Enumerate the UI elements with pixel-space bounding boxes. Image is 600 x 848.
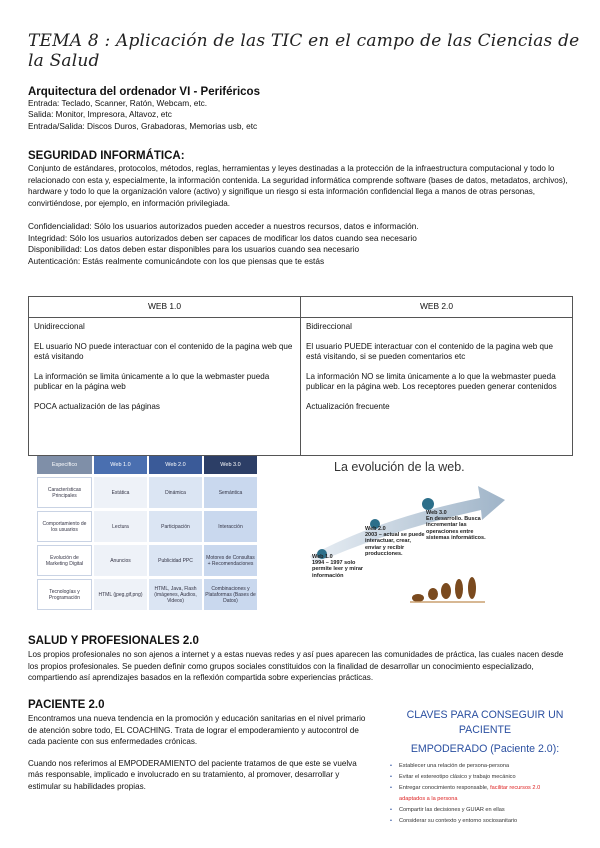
claves-item: • Considerar su contexto y entorno sociosanitario bbox=[399, 816, 585, 827]
salud-heading: SALUD Y PROFESIONALES 2.0 bbox=[28, 635, 199, 647]
web1-item: EL usuario NO puede interactuar con el contenido de la pagina web que está visitando bbox=[34, 341, 293, 361]
paciente-section bbox=[28, 699, 373, 793]
web-evolution-image bbox=[300, 458, 545, 608]
claves-item: • Evitar el estereotipo clásico y trabajo mecánico bbox=[399, 772, 585, 783]
web1-item: Unidireccional bbox=[34, 322, 85, 331]
claves-image bbox=[385, 708, 585, 828]
seguridad-line: Confidencialidad: Sólo los usuarios autorizados pueden acceder a nuestros recursos, datos e información. bbox=[28, 221, 419, 232]
seguridad-section bbox=[28, 150, 570, 267]
cmp-cell: Tecnologías y Programación bbox=[37, 579, 92, 610]
evolution-label-web3-text: En desarrollo. Busca incrementar las operaciones entre sistemas informáticos. bbox=[426, 516, 486, 541]
salud-text: Los propios profesionales no son ajenos a internet y a estas nuevas redes y así pues aparecen las comunidades de práctica, las cuales nacen desde los propios profesionales. Se pueden definir como grupos sociales constituidos con la finalidad de desarrollar un conocimiento especializado, compartiendo así aprendizajes basados en la reflexión compartida sobre experiencias prácticas. bbox=[28, 650, 564, 683]
claves-item-highlight: facilitar recursos 2.0 bbox=[490, 785, 541, 791]
seguridad-text: Conjunto de estándares, protocolos, métodos, reglas, herramientas y leyes destinadas a la protección de la infraestructura computacional y todo lo relacionado con esta y, especialmente, la información contenida. La seguridad informática comprende software (bases de datos, metadatos, archivos), hardware y todo lo que la organización valore (activo) y signifique un riesgo si esta información confidencial llega a manos de otras personas, convirtiéndose, por ejemplo, en información privilegiada. bbox=[28, 164, 568, 208]
web1-item: POCA actualización de las páginas bbox=[34, 401, 160, 411]
claves-item-highlight-cont: adaptados a la persona bbox=[399, 796, 458, 802]
evolution-label-web1 bbox=[312, 554, 372, 579]
web2-header: WEB 2.0 bbox=[301, 297, 573, 318]
arquitectura-line: Salida: Monitor, Impresora, Altavoz, etc bbox=[28, 109, 172, 120]
arquitectura-section bbox=[28, 86, 568, 132]
web2-item: Actualización frecuente bbox=[306, 401, 390, 411]
cmp-cell: Motores de Consultas + Recomendaciones bbox=[204, 545, 257, 576]
cmp-cell: HTML (jpeg,gif,png) bbox=[94, 579, 147, 610]
web1-cell bbox=[29, 318, 301, 456]
web1-header: WEB 1.0 bbox=[29, 297, 301, 318]
evolution-label-web2 bbox=[365, 526, 427, 557]
cmp-cell: Combinaciones y Plataformas (Bases de Datos) bbox=[204, 579, 257, 610]
arquitectura-line: Entrada/Salida: Discos Duros, Grabadoras, Memorias usb, etc bbox=[28, 120, 258, 131]
arquitectura-heading: Arquitectura del ordenador VI - Periféricos bbox=[28, 86, 260, 98]
cmp-cell: Participación bbox=[149, 511, 202, 542]
evolution-label-web2-name: Web 2.0 bbox=[365, 526, 386, 532]
cmp-cell: Semántica bbox=[204, 477, 257, 508]
web2-item: El usuario PUEDE interactuar con el contenido de la pagina web que está visitando, si se pueden comentarios etc bbox=[306, 341, 554, 361]
claves-item: • Compartir las decisiones y GUIAR en ellas bbox=[399, 805, 585, 816]
claves-title-line1: CLAVES PARA CONSEGUIR UN PACIENTE bbox=[406, 709, 564, 736]
arquitectura-line: Entrada: Teclado, Scanner, Ratón, Webcam, etc. bbox=[28, 98, 208, 108]
web2-item: Bidireccional bbox=[306, 322, 352, 331]
cmp-cell: Lectura bbox=[94, 511, 147, 542]
seguridad-line: Integridad: Sólo los usuarios autorizados deben ser capaces de modificar los datos cuando sea necesario bbox=[28, 232, 417, 243]
web1-item: La información se limita únicamente a lo que la webmaster pueda publicar en la página web bbox=[34, 371, 270, 391]
salud-section bbox=[28, 635, 573, 684]
cmp-cell: Dinámica bbox=[149, 477, 202, 508]
claves-title-line2: EMPODERADO (Paciente 2.0): bbox=[410, 743, 560, 755]
cmp-header: Específico bbox=[37, 456, 92, 474]
web-comparison-image bbox=[37, 456, 257, 610]
cmp-header: Web 1.0 bbox=[94, 456, 147, 474]
claves-item: • Establecer una relación de persona-persona bbox=[399, 761, 585, 772]
cmp-cell: Anuncios bbox=[94, 545, 147, 576]
evolution-label-web1-name: Web 1.0 bbox=[312, 554, 333, 560]
seguridad-line: Disponibilidad: Los datos deben estar disponibles para los usuarios cuando sea necesario bbox=[28, 244, 360, 255]
web2-cell bbox=[301, 318, 573, 456]
seguridad-line: Autenticación: Estás realmente comunicándote con los que piensas que te estás bbox=[28, 255, 325, 266]
evolution-label-web1-text: 1994 – 1997 solo permite leer y mirar información bbox=[312, 560, 364, 579]
paciente-heading: PACIENTE 2.0 bbox=[28, 699, 105, 711]
web-comparison-table bbox=[28, 296, 573, 456]
cmp-cell: Interacción bbox=[204, 511, 257, 542]
cmp-cell: Publicidad PPC bbox=[149, 545, 202, 576]
evolution-label-web3-name: Web 3.0 bbox=[426, 510, 447, 516]
claves-list bbox=[385, 761, 585, 827]
claves-item-text: Entregar conocimiento responsable, bbox=[399, 785, 489, 791]
claves-item bbox=[399, 783, 585, 805]
cmp-cell: Características Principales bbox=[37, 477, 92, 508]
evolution-title: La evolución de la web. bbox=[334, 460, 465, 474]
web2-item: La información NO se limita únicamente a lo que la webmaster pueda publicar en la página web. Los receptores pueden generar contenidos bbox=[306, 371, 557, 391]
evolution-label-web2-text: 2003 – actual se puede interactuar, crear, enviar y recibir producciones. bbox=[365, 532, 425, 557]
cmp-cell: HTML, Java, Flash (imágenes, Audios, Videos) bbox=[149, 579, 202, 610]
evolution-label-web3 bbox=[426, 510, 496, 541]
seguridad-heading: SEGURIDAD INFORMÁTICA: bbox=[28, 150, 185, 162]
page-title: TEMA 8 : Aplicación de las TIC en el campo de las Ciencias de la Salud bbox=[28, 31, 580, 71]
cmp-header: Web 3.0 bbox=[204, 456, 257, 474]
paciente-paragraph: Cuando nos referimos al EMPODERAMIENTO del paciente tratamos de que este se vuelva más responsable, implicado e involucrado en su tratamiento, al promover, desarrollar y estimular su habilidades propias. bbox=[28, 758, 357, 791]
cmp-cell: Estática bbox=[94, 477, 147, 508]
paciente-paragraph: Encontramos una nueva tendencia en la promoción y educación sanitarias en el nivel primario de atención sobre todo, EL COACHING. Trata de lograr el empoderamiento y autocontrol de cada paciente con sus enfermedades crónicas. bbox=[28, 714, 366, 747]
cmp-header: Web 2.0 bbox=[149, 456, 202, 474]
cmp-cell: Comportamiento de los usuarios bbox=[37, 511, 92, 542]
cmp-cell: Evolución de Marketing Digital bbox=[37, 545, 92, 576]
